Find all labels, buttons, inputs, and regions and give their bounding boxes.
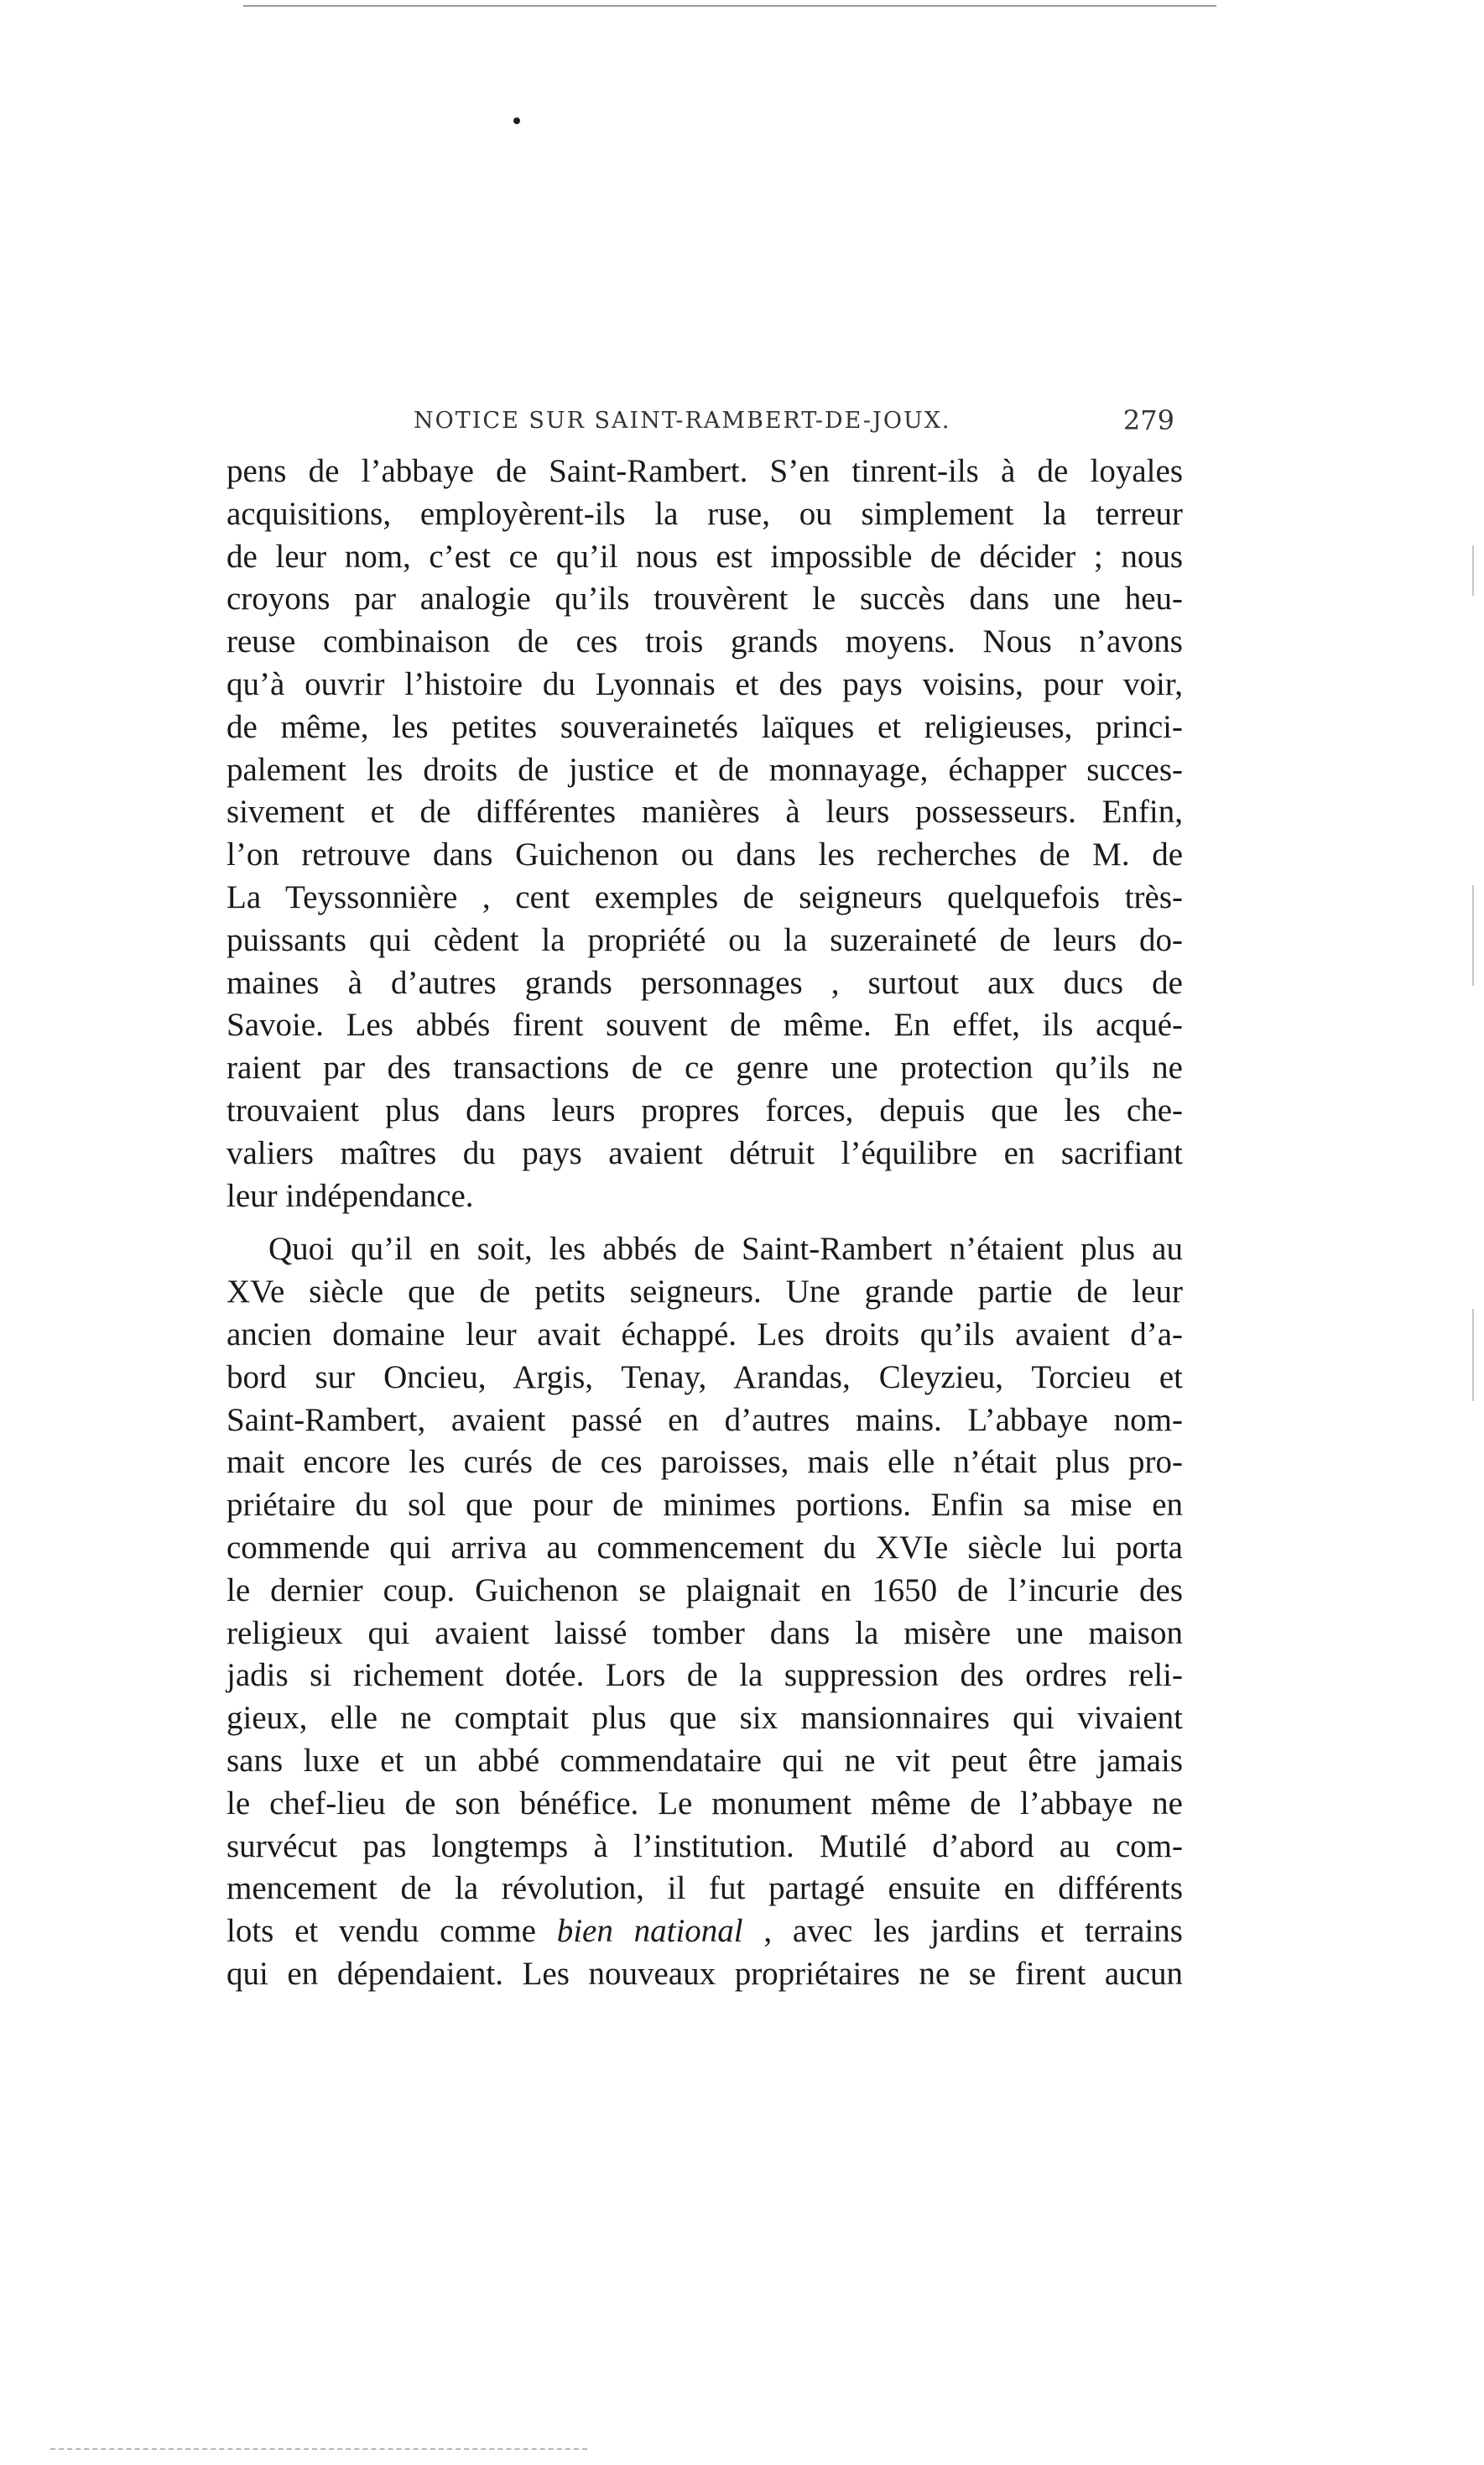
text-line: de même, les petites souverainetés laïques et religieuses, princi- (227, 708, 1183, 745)
text-line: Quoi qu’il en soit, les abbés de Saint-Rambert n’étaient plus au (268, 1231, 1183, 1268)
right-margin-line (1472, 1309, 1474, 1401)
text-line: gieux, elle ne comptait plus que six mansionnaires qui vivaient (227, 1700, 1183, 1737)
page-number: 279 (1122, 404, 1174, 436)
text-line: acquisitions, employèrent-ils la ruse, ou simplement la terreur (227, 495, 1183, 532)
ink-dot (513, 117, 520, 124)
right-margin-line (1472, 545, 1474, 596)
text-line: commende qui arriva au commencement du XVIe siècle lui porta (227, 1529, 1183, 1566)
text-line: puissants qui cèdent la propriété ou la suzeraineté de leurs do- (227, 921, 1183, 958)
running-title: NOTICE SUR SAINT-RAMBERT-DE-JOUX. (414, 408, 951, 434)
text-line: maines à d’autres grands personnages , surtout aux ducs de (227, 964, 1183, 1001)
text-line: palement les droits de justice et de monnayage, échapper succes- (227, 751, 1183, 788)
text-line: ancien domaine leur avait échappé. Les droits qu’ils avaient d’a- (227, 1316, 1183, 1352)
text-line: qui en dépendaient. Les nouveaux propriétaires ne se firent aucun (227, 1955, 1183, 1992)
text-line: mait encore les curés de ces paroisses, mais elle n’était plus pro- (227, 1444, 1183, 1481)
text-line: Saint-Rambert, avaient passé en d’autres mains. L’abbaye nom- (227, 1401, 1183, 1438)
paragraph-2 (227, 1228, 1183, 1995)
text-line: La Teyssonnière , cent exemples de seigneurs quelquefois très- (227, 878, 1183, 915)
text-fragment: lots et vendu comme (227, 1913, 557, 1950)
text-line: leur indépendance. (227, 1177, 474, 1214)
text-line: sans luxe et un abbé commendataire qui ne vit peut être jamais (227, 1742, 1183, 1779)
text-line: survécut pas longtemps à l’institution. Mutilé d’abord au com- (227, 1827, 1183, 1864)
text-line: bord sur Oncieu, Argis, Tenay, Arandas, Cleyzieu, Torcieu et (227, 1358, 1183, 1395)
top-scan-rule (243, 5, 1216, 7)
text-line: XVe siècle que de petits seigneurs. Une grande partie de leur (227, 1274, 1183, 1311)
text-line: valiers maîtres du pays avaient détruit l’équilibre en sacrifiant (227, 1134, 1183, 1171)
bottom-scan-marks (50, 2448, 587, 2450)
text-line: de leur nom, c’est ce qu’il nous est impossible de décider ; nous (227, 538, 1183, 575)
text-line: le dernier coup. Guichenon se plaignait en 1650 de l’incurie des (227, 1571, 1183, 1608)
body-text (227, 451, 1183, 1996)
text-line: mencement de la révolution, il fut partagé ensuite en différents (227, 1870, 1183, 1907)
text-fragment: , avec les jardins et terrains (742, 1913, 1183, 1950)
text-line: priétaire du sol que pour de minimes portions. Enfin sa mise en (227, 1487, 1183, 1524)
text-line: jadis si richement dotée. Lors de la suppression des ordres reli- (227, 1657, 1183, 1694)
text-line: le chef-lieu de son bénéfice. Le monument même de l’abbaye ne (227, 1785, 1183, 1821)
text-line: reuse combinaison de ces trois grands moyens. Nous n’avons (227, 623, 1183, 660)
text-line: qu’à ouvrir l’histoire du Lyonnais et des pays voisins, pour voir, (227, 665, 1183, 702)
running-head (227, 404, 1200, 438)
paragraph-1 (227, 451, 1183, 1217)
text-line: Savoie. Les abbés firent souvent de même. En effet, ils acqué- (227, 1007, 1183, 1044)
text-line: trouvaient plus dans leurs propres forces, depuis que les che- (227, 1092, 1183, 1128)
text-line: pens de l’abbaye de Saint-Rambert. S’en tinrent-ils à de loyales (227, 453, 1183, 489)
text-line: religieux qui avaient laissé tomber dans la misère une maison (227, 1614, 1183, 1651)
text-line: l’on retrouve dans Guichenon ou dans les recherches de M. de (227, 836, 1183, 873)
text-line: raient par des transactions de ce genre une protection qu’ils ne (227, 1050, 1183, 1087)
text-line (227, 1910, 1183, 1953)
right-margin-line (1472, 885, 1474, 986)
text-line: croyons par analogie qu’ils trouvèrent le succès dans une heu- (227, 581, 1183, 618)
text-line: sivement et de différentes manières à leurs possesseurs. Enfin, (227, 794, 1183, 831)
italic-phrase: bien national (556, 1913, 743, 1950)
